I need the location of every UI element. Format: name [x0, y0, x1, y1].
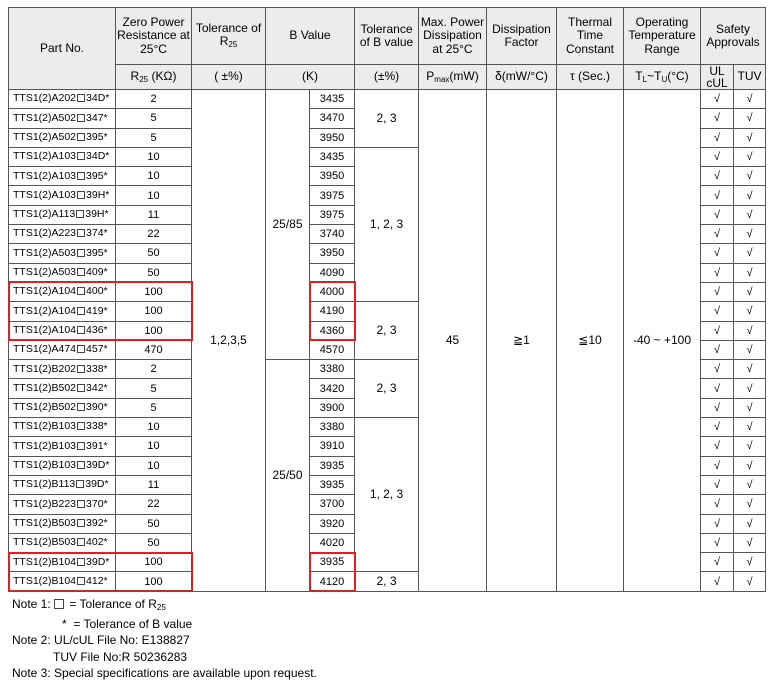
tuv-check-icon: √ — [734, 282, 766, 301]
r25-cell: 50 — [116, 533, 192, 552]
part-no-cell — [9, 244, 116, 263]
part-suffix: 370* — [86, 497, 108, 510]
tuv-check-icon: √ — [734, 340, 766, 359]
placeholder-box-icon — [77, 268, 85, 276]
placeholder-box-icon — [77, 422, 85, 430]
r25-cell: 22 — [116, 495, 192, 514]
ul-check-icon: √ — [701, 167, 734, 186]
tolerance-b-cell: 2, 3 — [355, 572, 419, 591]
tuv-check-icon: √ — [734, 379, 766, 398]
part-prefix: TTS1(2)A104 — [13, 285, 77, 298]
part-suffix: 457* — [86, 343, 108, 356]
r25-cell: 10 — [116, 418, 192, 437]
part-prefix: TTS1(2)A503 — [13, 246, 77, 259]
unit-tolerance-r25: ( ±%) — [192, 65, 266, 90]
placeholder-box-icon — [77, 307, 85, 315]
ul-check-icon: √ — [701, 398, 734, 417]
part-no-cell — [9, 418, 116, 437]
ul-check-icon: √ — [701, 186, 734, 205]
part-prefix: TTS1(2)A104 — [13, 323, 77, 336]
part-no-cell — [9, 456, 116, 475]
unit-pmax-sub: max — [434, 74, 450, 84]
tuv-check-icon: √ — [734, 321, 766, 340]
header-zero-power: Zero Power Resistance at 25°C — [116, 8, 192, 65]
part-suffix: 34D* — [86, 92, 110, 105]
part-suffix: 412* — [86, 574, 108, 587]
part-no-cell — [9, 379, 116, 398]
tuv-check-icon: √ — [734, 514, 766, 533]
b-value-cell: 4360 — [310, 321, 355, 340]
part-suffix: 391* — [86, 439, 108, 452]
part-prefix: TTS1(2)B223 — [13, 497, 77, 510]
note-1-text: = Tolerance of R — [69, 597, 157, 611]
part-prefix: TTS1(2)B103 — [13, 439, 77, 452]
header-thermal: Thermal Time Constant — [557, 8, 624, 65]
part-no-cell — [9, 109, 116, 128]
header-b-value: B Value — [266, 8, 355, 65]
part-no-cell — [9, 263, 116, 282]
ul-check-icon: √ — [701, 553, 734, 572]
part-no-cell — [9, 147, 116, 166]
part-no-cell — [9, 167, 116, 186]
part-suffix: 374* — [86, 227, 108, 240]
part-suffix: 409* — [86, 266, 108, 279]
placeholder-box-icon — [54, 599, 64, 609]
ul-check-icon: √ — [701, 437, 734, 456]
part-suffix: 39H* — [86, 188, 110, 201]
placeholder-box-icon — [77, 152, 85, 160]
placeholder-box-icon — [77, 384, 85, 392]
placeholder-box-icon — [76, 480, 84, 488]
b-group-cell: 25/85 — [266, 90, 310, 360]
ul-check-icon: √ — [701, 514, 734, 533]
b-value-cell: 3470 — [310, 109, 355, 128]
tuv-check-icon: √ — [734, 167, 766, 186]
spec-table — [8, 7, 766, 592]
header-max-power: Max. Power Dissipation at 25°C — [419, 8, 487, 65]
ul-check-icon: √ — [701, 147, 734, 166]
part-no-cell — [9, 495, 116, 514]
part-no-cell — [9, 321, 116, 340]
tuv-check-icon: √ — [734, 475, 766, 494]
unit-tuv: TUV — [734, 65, 766, 90]
tuv-check-icon: √ — [734, 533, 766, 552]
part-no-cell — [9, 437, 116, 456]
r25-cell: 10 — [116, 167, 192, 186]
part-suffix: 395* — [86, 169, 108, 182]
note-1b-star: * — [62, 617, 67, 632]
part-suffix: 390* — [86, 401, 108, 414]
placeholder-box-icon — [77, 577, 85, 585]
b-group-cell: 25/50 — [266, 360, 310, 592]
part-prefix: TTS1(2)B202 — [13, 362, 77, 375]
note-2-label: Note 2: — [12, 633, 51, 648]
tuv-check-icon: √ — [734, 456, 766, 475]
unit-temp — [624, 65, 701, 90]
r25-cell: 50 — [116, 514, 192, 533]
r25-cell: 22 — [116, 225, 192, 244]
part-no-cell — [9, 572, 116, 591]
unit-r25 — [116, 65, 192, 90]
placeholder-box-icon — [77, 326, 85, 334]
placeholder-box-icon — [77, 500, 85, 508]
part-no-cell — [9, 340, 116, 359]
header-tolerance-r25-text: Tolerance of R — [195, 21, 262, 49]
tuv-check-icon: √ — [734, 437, 766, 456]
unit-r25-letter: R — [130, 68, 140, 83]
part-prefix: TTS1(2)A474 — [13, 343, 77, 356]
part-prefix: TTS1(2)A223 — [13, 227, 77, 240]
tuv-check-icon: √ — [734, 186, 766, 205]
part-no-cell — [9, 302, 116, 321]
part-no-cell — [9, 205, 116, 224]
placeholder-box-icon — [76, 210, 84, 218]
ul-check-icon: √ — [701, 263, 734, 282]
ul-check-icon: √ — [701, 109, 734, 128]
tolerance-b-cell: 2, 3 — [355, 360, 419, 418]
tuv-check-icon: √ — [734, 302, 766, 321]
r25-cell: 100 — [116, 553, 192, 572]
part-prefix: TTS1(2)B103 — [13, 459, 77, 472]
b-value-cell: 3950 — [310, 244, 355, 263]
note-1-sub: 25 — [156, 603, 166, 612]
header-dissipation: Dissipation Factor — [487, 8, 557, 65]
placeholder-box-icon — [77, 461, 85, 469]
r25-cell: 470 — [116, 340, 192, 359]
r25-cell: 2 — [116, 360, 192, 379]
tuv-check-icon: √ — [734, 205, 766, 224]
b-value-cell: 4020 — [310, 533, 355, 552]
note-2b — [12, 649, 317, 665]
b-value-cell: 3950 — [310, 128, 355, 147]
part-suffix: 395* — [86, 130, 108, 143]
unit-pmax-unit: (mW) — [449, 68, 479, 83]
note-3-label: Note 3: — [12, 665, 51, 680]
ul-check-icon: √ — [701, 225, 734, 244]
part-suffix: 347* — [86, 111, 108, 124]
unit-tolerance-b: (±%) — [355, 65, 419, 90]
ul-check-icon: √ — [701, 244, 734, 263]
r25-cell: 50 — [116, 244, 192, 263]
header-safety: Safety Approvals — [701, 8, 766, 65]
tolerance-b-cell: 2, 3 — [355, 302, 419, 360]
unit-delta: δ(mW/°C) — [487, 65, 557, 90]
b-value-cell: 3380 — [310, 360, 355, 379]
note-1 — [12, 596, 317, 616]
part-prefix: TTS1(2)B104 — [13, 574, 77, 587]
b-value-cell: 3920 — [310, 514, 355, 533]
r25-cell: 11 — [116, 205, 192, 224]
r25-cell: 5 — [116, 379, 192, 398]
part-suffix: 39D* — [85, 478, 109, 491]
unit-pmax — [419, 65, 487, 90]
tuv-check-icon: √ — [734, 244, 766, 263]
placeholder-box-icon — [77, 519, 85, 527]
r25-cell: 5 — [116, 109, 192, 128]
ul-check-icon: √ — [701, 418, 734, 437]
unit-tau: τ (Sec.) — [557, 65, 624, 90]
r25-cell: 100 — [116, 572, 192, 591]
part-no-cell — [9, 553, 116, 572]
b-value-cell: 3420 — [310, 379, 355, 398]
pmax-cell: 45 — [419, 90, 487, 592]
ul-check-icon: √ — [701, 321, 734, 340]
part-prefix: TTS1(2)A502 — [13, 130, 77, 143]
ul-check-icon: √ — [701, 282, 734, 301]
unit-r25-sub: 25 — [139, 74, 149, 84]
r25-cell: 100 — [116, 321, 192, 340]
header-part-no: Part No. — [9, 8, 116, 90]
ul-check-icon: √ — [701, 495, 734, 514]
part-prefix: TTS1(2)A113 — [13, 208, 76, 221]
note-2b-text: TUV File No:R 50236283 — [53, 649, 188, 664]
ul-check-icon: √ — [701, 360, 734, 379]
placeholder-box-icon — [77, 538, 85, 546]
part-prefix: TTS1(2)B502 — [13, 381, 77, 394]
part-prefix: TTS1(2)B104 — [13, 555, 77, 568]
ul-check-icon: √ — [701, 456, 734, 475]
note-1b — [12, 616, 317, 632]
b-value-cell: 3380 — [310, 418, 355, 437]
note-1b-text: = Tolerance of B value — [73, 617, 193, 632]
tuv-check-icon: √ — [734, 553, 766, 572]
part-no-cell — [9, 533, 116, 552]
part-suffix: 342* — [86, 381, 108, 394]
b-value-cell: 4570 — [310, 340, 355, 359]
part-suffix: 419* — [86, 304, 108, 317]
part-prefix: TTS1(2)B103 — [13, 420, 77, 433]
table-body — [9, 90, 766, 592]
tuv-check-icon: √ — [734, 398, 766, 417]
tuv-check-icon: √ — [734, 109, 766, 128]
note-1-label: Note 1: — [12, 597, 51, 611]
r25-cell: 2 — [116, 90, 192, 109]
placeholder-box-icon — [77, 94, 85, 102]
unit-temp-mid: ~T — [647, 68, 662, 83]
part-no-cell — [9, 514, 116, 533]
ul-check-icon: √ — [701, 90, 734, 109]
tau-cell: ≦10 — [557, 90, 624, 592]
tuv-check-icon: √ — [734, 495, 766, 514]
b-value-cell: 4000 — [310, 282, 355, 301]
notes — [12, 596, 317, 681]
part-prefix: TTS1(2)A103 — [13, 188, 77, 201]
part-suffix: 392* — [86, 516, 108, 529]
placeholder-box-icon — [77, 229, 85, 237]
tuv-check-icon: √ — [734, 418, 766, 437]
part-prefix: TTS1(2)A104 — [13, 304, 77, 317]
unit-ul: UL cUL — [701, 65, 734, 90]
part-suffix: 395* — [86, 246, 108, 259]
unit-temp-l: L — [642, 74, 648, 84]
placeholder-box-icon — [77, 172, 85, 180]
part-prefix: TTS1(2)A502 — [13, 111, 77, 124]
b-value-cell: 3950 — [310, 167, 355, 186]
part-prefix: TTS1(2)A202 — [13, 92, 77, 105]
r25-cell: 10 — [116, 456, 192, 475]
b-value-cell: 3900 — [310, 398, 355, 417]
part-no-cell — [9, 360, 116, 379]
part-no-cell — [9, 128, 116, 147]
note-3 — [12, 665, 317, 681]
r25-cell: 5 — [116, 398, 192, 417]
note-2 — [12, 632, 317, 648]
r25-cell: 11 — [116, 475, 192, 494]
header-operating: Operating Temperature Range — [624, 8, 701, 65]
r25-cell: 5 — [116, 128, 192, 147]
ul-check-icon: √ — [701, 340, 734, 359]
part-suffix: 338* — [86, 420, 108, 433]
note-3-text: Special specifications are available upon request. — [54, 665, 317, 680]
header-tolerance-b: Tolerance of B value — [355, 8, 419, 65]
placeholder-box-icon — [77, 558, 85, 566]
part-no-cell — [9, 186, 116, 205]
b-value-cell: 3740 — [310, 225, 355, 244]
tolerance-b-cell: 2, 3 — [355, 90, 419, 148]
ul-check-icon: √ — [701, 302, 734, 321]
part-no-cell — [9, 225, 116, 244]
part-suffix: 39D* — [86, 555, 110, 568]
part-no-cell — [9, 398, 116, 417]
r25-cell: 100 — [116, 302, 192, 321]
part-prefix: TTS1(2)B113 — [13, 478, 76, 491]
b-value-cell: 4120 — [310, 572, 355, 591]
unit-b-value: (K) — [266, 65, 355, 90]
part-prefix: TTS1(2)B503 — [13, 516, 77, 529]
note-2-text: UL/cUL File No: E138827 — [54, 633, 190, 648]
part-prefix: TTS1(2)A103 — [13, 169, 77, 182]
placeholder-box-icon — [77, 287, 85, 295]
tuv-check-icon: √ — [734, 263, 766, 282]
part-no-cell — [9, 282, 116, 301]
header-tolerance-r25 — [192, 8, 266, 65]
unit-pmax-letter: P — [426, 68, 435, 83]
tolerance-b-cell: 1, 2, 3 — [355, 418, 419, 572]
tolerance-r25-cell: 1,2,3,5 — [192, 90, 266, 592]
part-suffix: 39D* — [86, 459, 110, 472]
r25-cell: 10 — [116, 186, 192, 205]
r25-cell: 50 — [116, 263, 192, 282]
ul-check-icon: √ — [701, 379, 734, 398]
placeholder-box-icon — [77, 345, 85, 353]
part-suffix: 402* — [86, 536, 108, 549]
unit-temp-unit: (°C) — [667, 68, 689, 83]
part-prefix: TTS1(2)A503 — [13, 266, 77, 279]
ul-check-icon: √ — [701, 205, 734, 224]
part-suffix: 39H* — [85, 208, 109, 221]
placeholder-box-icon — [77, 133, 85, 141]
part-prefix: TTS1(2)A103 — [13, 150, 77, 163]
temp-range-cell: -40 ~ +100 — [624, 90, 701, 592]
b-value-cell: 3935 — [310, 553, 355, 572]
tolerance-b-cell: 1, 2, 3 — [355, 147, 419, 301]
b-value-cell: 3435 — [310, 147, 355, 166]
ul-check-icon: √ — [701, 475, 734, 494]
part-suffix: 338* — [86, 362, 108, 375]
unit-temp-t: T — [635, 68, 643, 83]
b-value-cell: 3935 — [310, 456, 355, 475]
placeholder-box-icon — [77, 191, 85, 199]
tuv-check-icon: √ — [734, 147, 766, 166]
header-tolerance-r25-sub: 25 — [228, 40, 238, 50]
b-value-cell: 3435 — [310, 90, 355, 109]
tuv-check-icon: √ — [734, 128, 766, 147]
placeholder-box-icon — [77, 249, 85, 257]
tuv-check-icon: √ — [734, 90, 766, 109]
part-suffix: 34D* — [86, 150, 110, 163]
part-no-cell — [9, 475, 116, 494]
delta-cell: ≧1 — [487, 90, 557, 592]
r25-cell: 10 — [116, 437, 192, 456]
tuv-check-icon: √ — [734, 225, 766, 244]
ul-check-icon: √ — [701, 128, 734, 147]
part-suffix: 436* — [86, 323, 108, 336]
tuv-check-icon: √ — [734, 360, 766, 379]
part-no-cell — [9, 90, 116, 109]
tuv-check-icon: √ — [734, 572, 766, 591]
part-suffix: 400* — [86, 285, 108, 298]
part-prefix: TTS1(2)B502 — [13, 401, 77, 414]
b-value-cell: 3700 — [310, 495, 355, 514]
placeholder-box-icon — [77, 442, 85, 450]
placeholder-box-icon — [77, 365, 85, 373]
unit-temp-u: U — [661, 74, 668, 84]
table-row — [9, 90, 766, 109]
b-value-cell: 3975 — [310, 186, 355, 205]
part-prefix: TTS1(2)B503 — [13, 536, 77, 549]
b-value-cell: 4090 — [310, 263, 355, 282]
b-value-cell: 3935 — [310, 475, 355, 494]
b-value-cell: 4190 — [310, 302, 355, 321]
placeholder-box-icon — [77, 114, 85, 122]
r25-cell: 100 — [116, 282, 192, 301]
ul-check-icon: √ — [701, 533, 734, 552]
placeholder-box-icon — [77, 403, 85, 411]
ul-check-icon: √ — [701, 572, 734, 591]
unit-r25-unit: (KΩ) — [151, 68, 177, 83]
b-value-cell: 3910 — [310, 437, 355, 456]
r25-cell: 10 — [116, 147, 192, 166]
b-value-cell: 3975 — [310, 205, 355, 224]
